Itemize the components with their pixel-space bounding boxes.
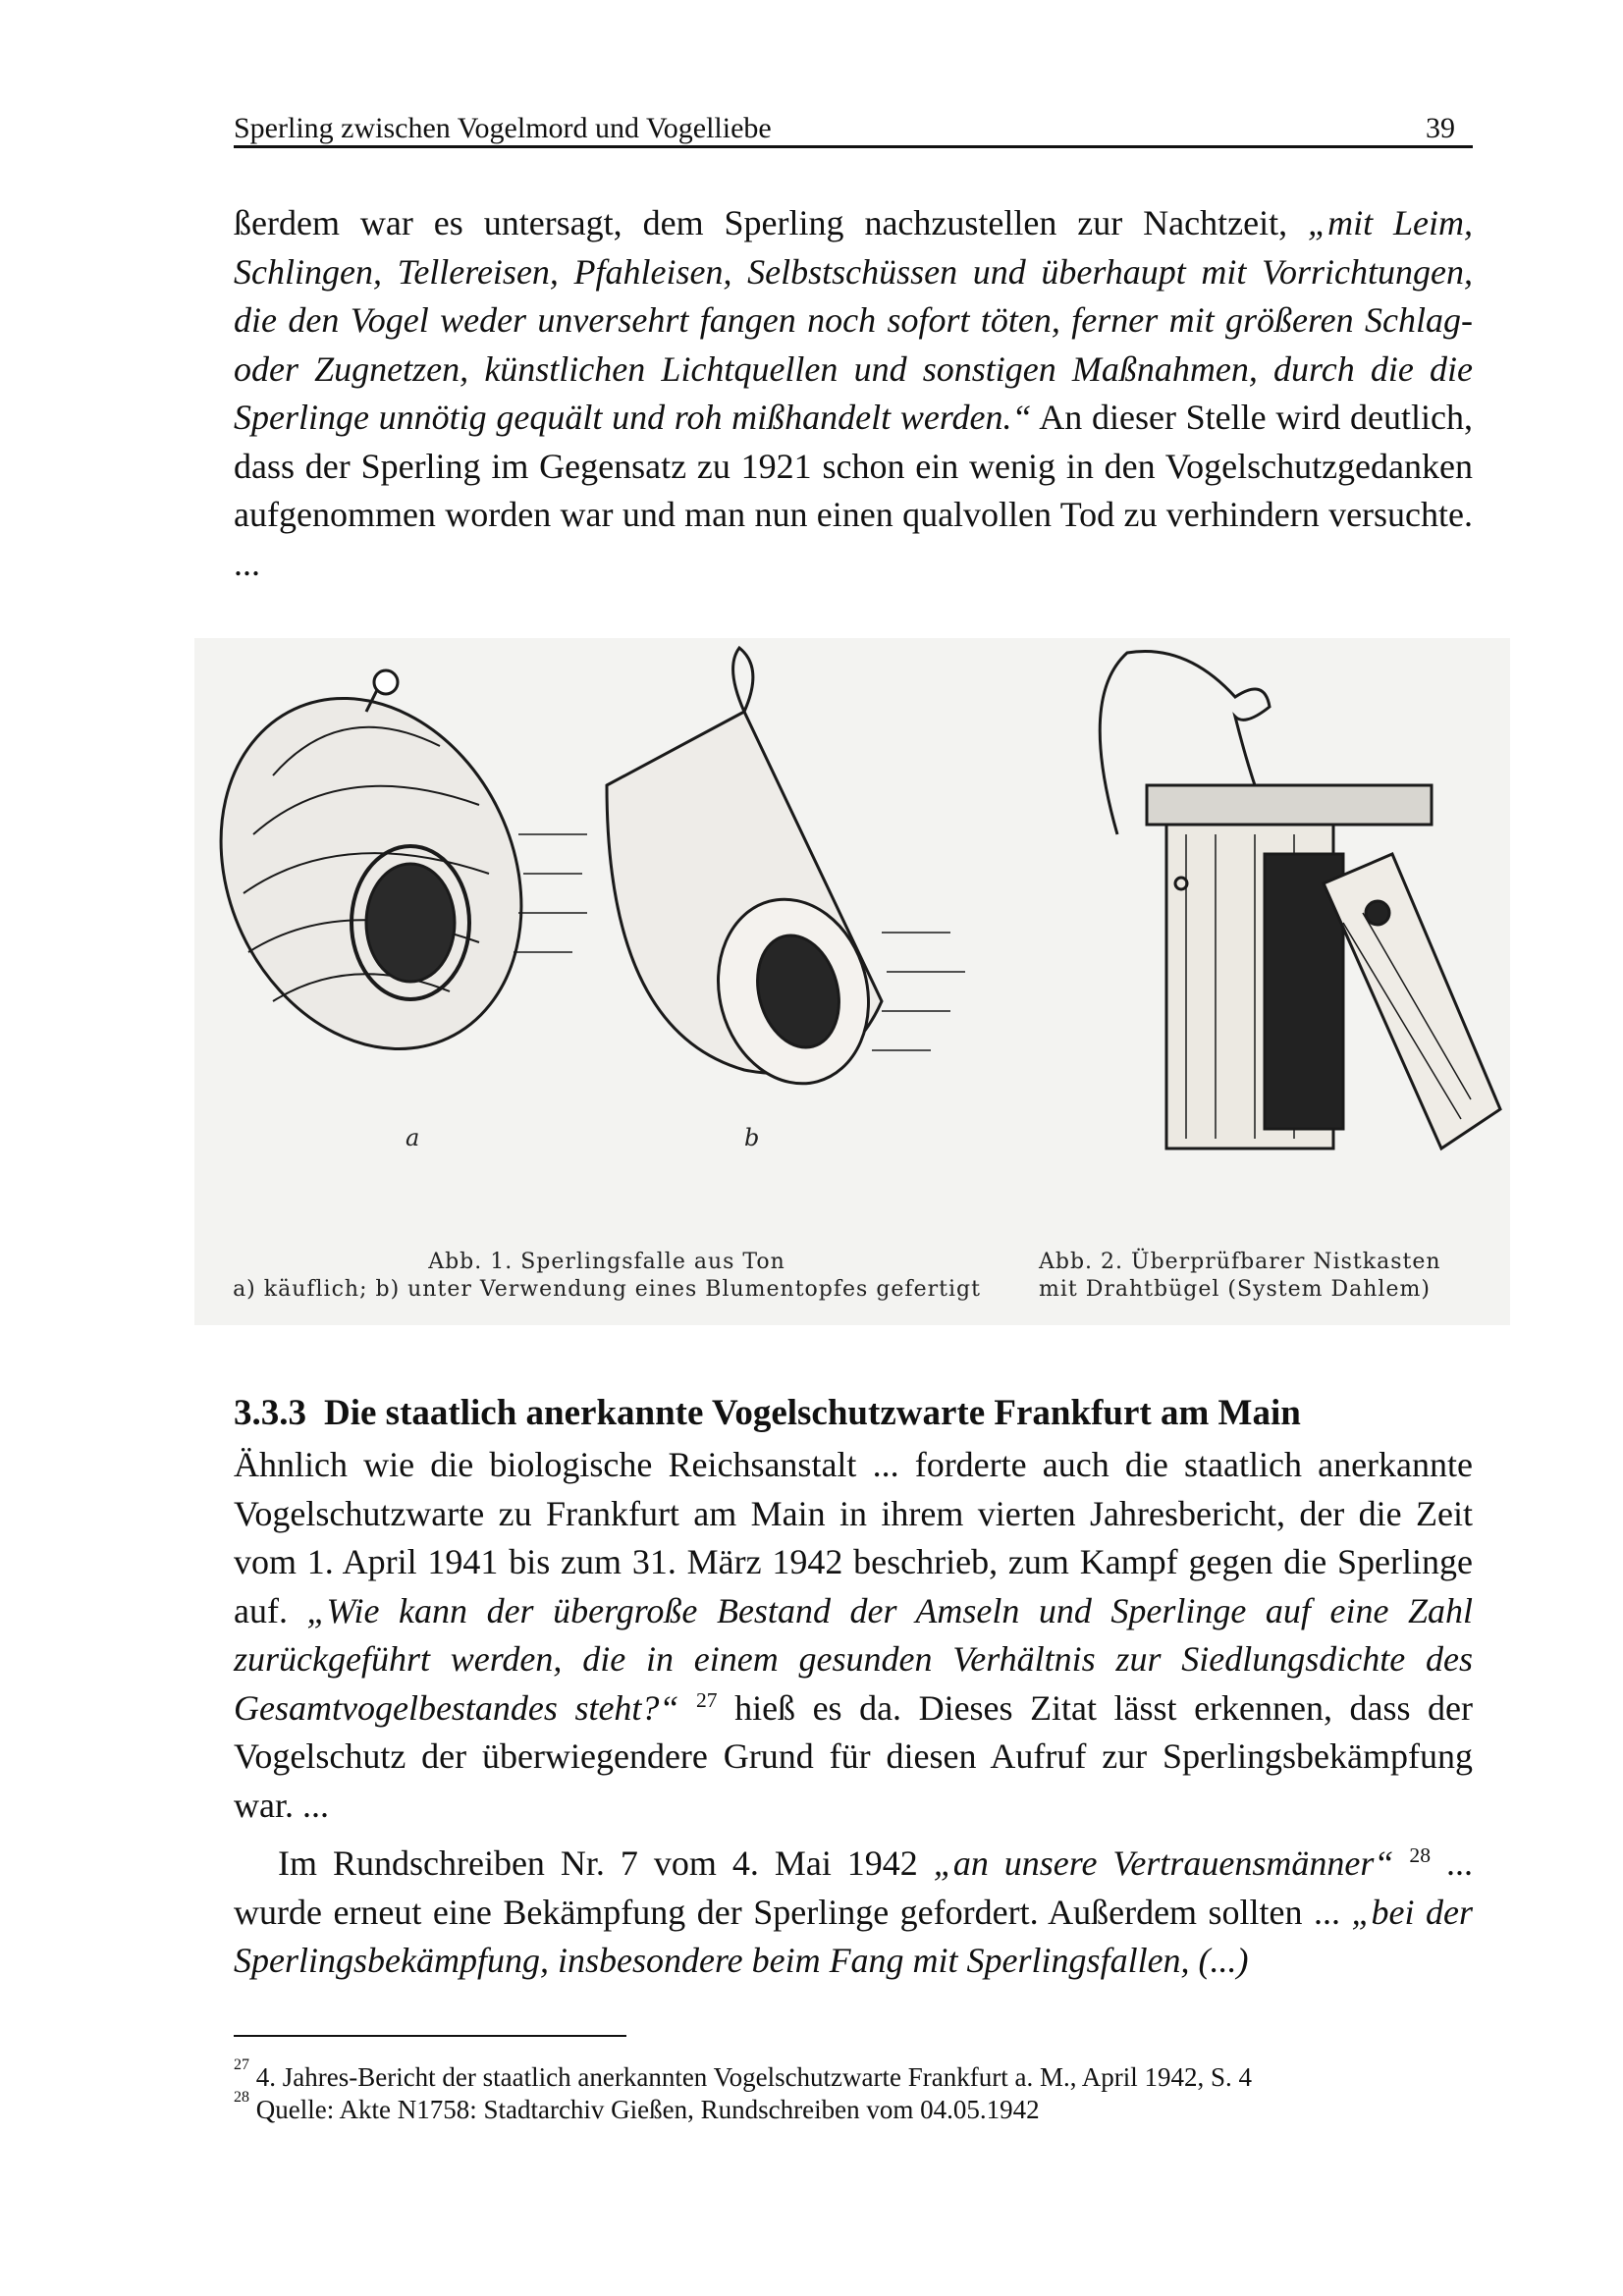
footnote-text: Quelle: Akte N1758: Stadtarchiv Gießen, Rundschreiben vom 04.05.1942 (255, 2095, 1040, 2124)
running-header-title: Sperling zwischen Vogelmord und Vogelliebe (234, 112, 772, 144)
paragraph (234, 199, 1473, 588)
footnote-text: 4. Jahres-Bericht der staatlich anerkannten Vogelschutzwarte Frankfurt a. M., April 1942, S. 4 (255, 2062, 1252, 2092)
body-text-block-2 (234, 1441, 1473, 1986)
paragraph-text: Ähnlich wie die biologische Reichsanstalt ... forderte auch die staatlich anerkannte Vogelschutzwarte zu Frankfurt am Main in ihrem vierten Jahresbericht, der die Zeit vom 1. April 1941 bis zum 31. März 1942 beschrieb, zum Kampf gegen die Sperlinge auf. (234, 1445, 1473, 1630)
figure-label-a: a (406, 1124, 420, 1151)
footnote-number: 28 (234, 2089, 249, 2106)
page-number: 39 (1426, 112, 1455, 144)
caption-line: Abb. 1. Sperlingsfalle aus Ton (428, 1250, 785, 1274)
sparrow-trap-a-drawing (194, 649, 587, 1098)
caption-line: Abb. 2. Überprüfbarer Nistkasten (1039, 1250, 1441, 1274)
paragraph-text: Im Rundschreiben Nr. 7 vom 4. Mai 1942 (278, 1843, 934, 1883)
paragraph-text: hieß es da. Dieses Zitat lässt erkennen, dass der Vogelschutz der überwiegendere Grund für diesen Aufruf zur Sperlingsbekämpfung war. ... (234, 1687, 1473, 1825)
footnote-rule (234, 2035, 626, 2037)
figure-1-caption (194, 1249, 1019, 1304)
figure-illustrations (194, 638, 1510, 1325)
footnote (234, 2089, 1252, 2126)
quotation: „bei der Sperlingsbekämpfung, insbesondere beim Fang mit Sperlingsfallen, (...) (234, 1892, 1473, 1980)
footnote-ref[interactable]: 27 (695, 1687, 718, 1712)
figure-2-caption (1039, 1249, 1500, 1304)
section-title: Die staatlich anerkannte Vogelschutzwarte Frankfurt am Main (324, 1393, 1301, 1433)
footnote-ref[interactable]: 28 (1409, 1843, 1431, 1867)
paragraph (234, 1840, 1473, 1986)
paragraph-text: ... wurde erneut eine Bekämpfung der Sperlinge gefordert. Außerdem sollten ... (234, 1843, 1473, 1932)
paragraph-text: ßerdem war es untersagt, dem Sperling nachzustellen zur Nachtzeit, (234, 203, 1309, 242)
paragraph (234, 1441, 1473, 1830)
paragraph-text: An dieser Stelle wird deutlich, dass der Sperling im Gegensatz zu 1921 schon ein wenig in den Vogelschutzgedanken aufgenommen worden war und man nun einen qualvollen Tod zu verhindern versuchte. ... (234, 398, 1474, 583)
quotation: „mit Leim, Schlingen, Tellereisen, Pfahleisen, Selbstschüssen und überhaupt mit Vorrichtungen, die den Vogel weder unversehrt fangen noch sofort töten, ferner mit größeren Schlag- oder Zugnetzen, künstlichen Lichtquellen und sonstigen Maßnahmen, durch die die Sperlinge unnötig gequält und roh mißhandelt werden.“ (234, 203, 1474, 437)
caption-line: mit Drahtbügel (System Dahlem) (1039, 1277, 1431, 1302)
quotation: „an unsere Vertrauensmänner“ (933, 1843, 1394, 1883)
nest-box-drawing (1100, 651, 1500, 1148)
footnotes (234, 2056, 1252, 2126)
quotation: „Wie kann der übergroße Bestand der Amseln und Sperlinge auf eine Zahl zurückgeführt werden, die in einem gesunden Verhältnis zur Siedlungsdichte des Gesamtvogelbestandes steht?“ (234, 1590, 1474, 1728)
footnote (234, 2056, 1252, 2094)
body-text-block-1 (234, 199, 1473, 588)
illustration-drawings (194, 638, 1510, 1325)
header-rule (234, 145, 1473, 148)
caption-line: a) käuflich; b) unter Verwendung eines Blumentopfes gefertigt (233, 1277, 981, 1302)
running-header (234, 106, 1473, 145)
section-number: 3.3.3 (234, 1393, 306, 1433)
section-heading (234, 1392, 1301, 1434)
figure-label-b: b (744, 1124, 760, 1151)
footnote-number: 27 (234, 2056, 249, 2073)
sparrow-trap-b-drawing (607, 648, 965, 1100)
